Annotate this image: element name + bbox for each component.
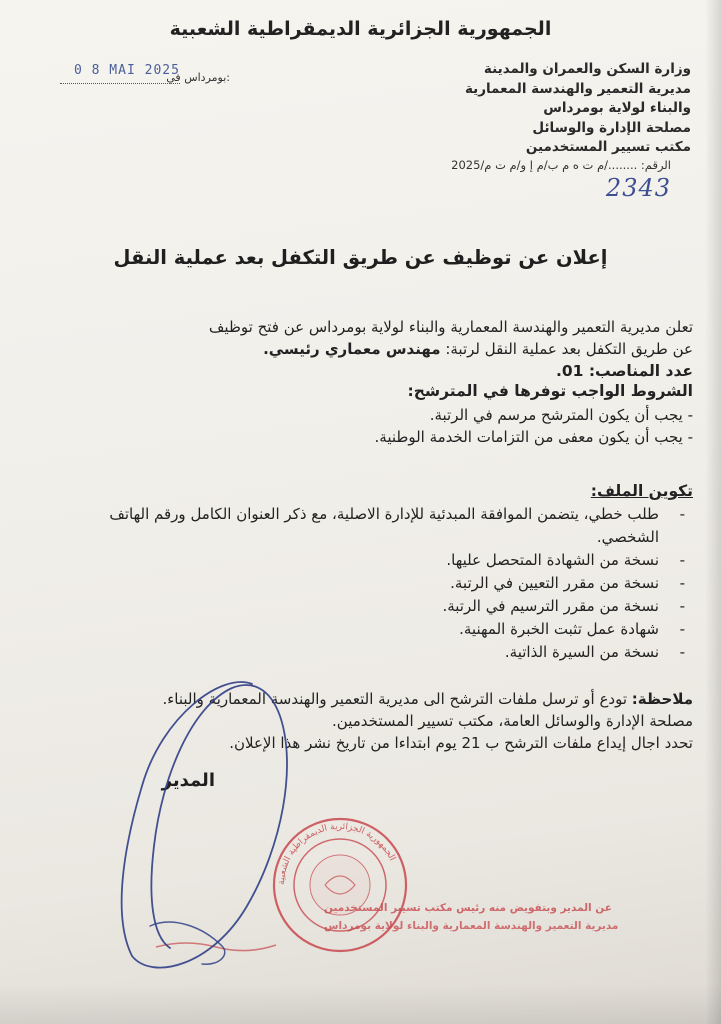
- reference-line: الرقم: ......../م ت ه م ب/م إ و/م ت م/2025: [451, 158, 671, 172]
- condition-item: - يجب أن يكون المترشح مرسم في الرتبة.: [429, 406, 693, 424]
- stamp-rect-line-1: عن المدير وبتفويض منه رئيس مكتب تسيير المستخدمين: [324, 902, 612, 914]
- seal-arc-text: الجمهورية الجزائرية الديمقراطية الشعبية: [276, 821, 398, 886]
- note-text: تودع أو ترسل ملفات الترشح الى مديرية التعمير والهندسة المعمارية والبناء.: [162, 690, 632, 708]
- date-stamp: 0 8 MAI 2025: [74, 63, 180, 78]
- ministry-line: مصلحة الإدارة والوسائل: [532, 119, 691, 136]
- condition-item: - يجب أن يكون معفى من التزامات الخدمة الوطنية.: [374, 428, 693, 446]
- handwritten-signature: [102, 676, 292, 978]
- note-line-3: تحدد اجال إيداع ملفات الترشح ب 21 يوم ابتداءا من تاريخ نشر هذا الإعلان.: [229, 734, 693, 752]
- posts-count: عدد المناصب: 01.: [555, 362, 693, 380]
- intro-line-2-text: عن طريق التكفل بعد عملية النقل لرتبة:: [445, 340, 693, 358]
- file-item: - طلب خطي، يتضمن الموافقة المبدئية للإدارة الاصلية، مع ذكر العنوان الكامل ورقم الهاتف الشخصي.: [53, 503, 693, 549]
- grade-name: مهندس معماري رئيسي.: [263, 340, 441, 358]
- file-item: - نسخة من الشهادة المتحصل عليها.: [53, 549, 693, 572]
- page-bottom-shadow: [0, 984, 721, 1024]
- intro-line-2: [53, 338, 693, 360]
- director-title: المدير: [161, 770, 215, 791]
- conditions-list: [53, 404, 693, 448]
- date-dotted-line: [60, 83, 180, 84]
- reference-number-handwritten: 2343: [605, 174, 671, 202]
- republic-heading: الجمهورية الجزائرية الديمقراطية الشعبية: [169, 18, 552, 40]
- intro-paragraph: [53, 316, 693, 360]
- ministry-line: وزارة السكن والعمران والمدينة: [483, 61, 691, 77]
- file-list: [53, 503, 693, 664]
- file-item: - شهادة عمل تثبت الخبرة المهنية.: [53, 618, 693, 641]
- stamp-rect-line-2: مديرية التعمير والهندسة المعمارية والبناء لولاية بومرداس: [324, 920, 619, 932]
- ministry-block: [451, 60, 691, 158]
- file-heading: تكوين الملف:: [590, 482, 693, 500]
- file-item: - نسخة من مقرر الترسيم في الرتبة.: [53, 595, 693, 618]
- file-item: - نسخة من مقرر التعيين في الرتبة.: [53, 572, 693, 595]
- date-label: بومرداس في:: [166, 71, 230, 84]
- ministry-line: والبناء لولاية بومرداس: [543, 100, 691, 116]
- note-label: ملاحظة:: [631, 690, 693, 708]
- announcement-title: إعلان عن توظيف عن طريق التكفل بعد عملية النقل: [113, 246, 608, 269]
- page-edge-shadow: [705, 0, 721, 1024]
- date-line: [60, 63, 230, 87]
- intro-line-1: تعلن مديرية التعمير والهندسة المعمارية والبناء لولاية بومرداس عن فتح توظيف: [208, 318, 693, 336]
- file-item: - نسخة من السيرة الذاتية.: [53, 641, 693, 664]
- ministry-line: مديرية التعمير والهندسة المعمارية: [464, 80, 691, 97]
- conditions-heading: الشروط الواجب توفرها في المترشح:: [407, 382, 693, 400]
- note-line-2: مصلحة الإدارة والوسائل العامة، مكتب تسيير المستخدمين.: [332, 712, 693, 730]
- ministry-line: مكتب تسيير المستخدمين: [525, 139, 691, 155]
